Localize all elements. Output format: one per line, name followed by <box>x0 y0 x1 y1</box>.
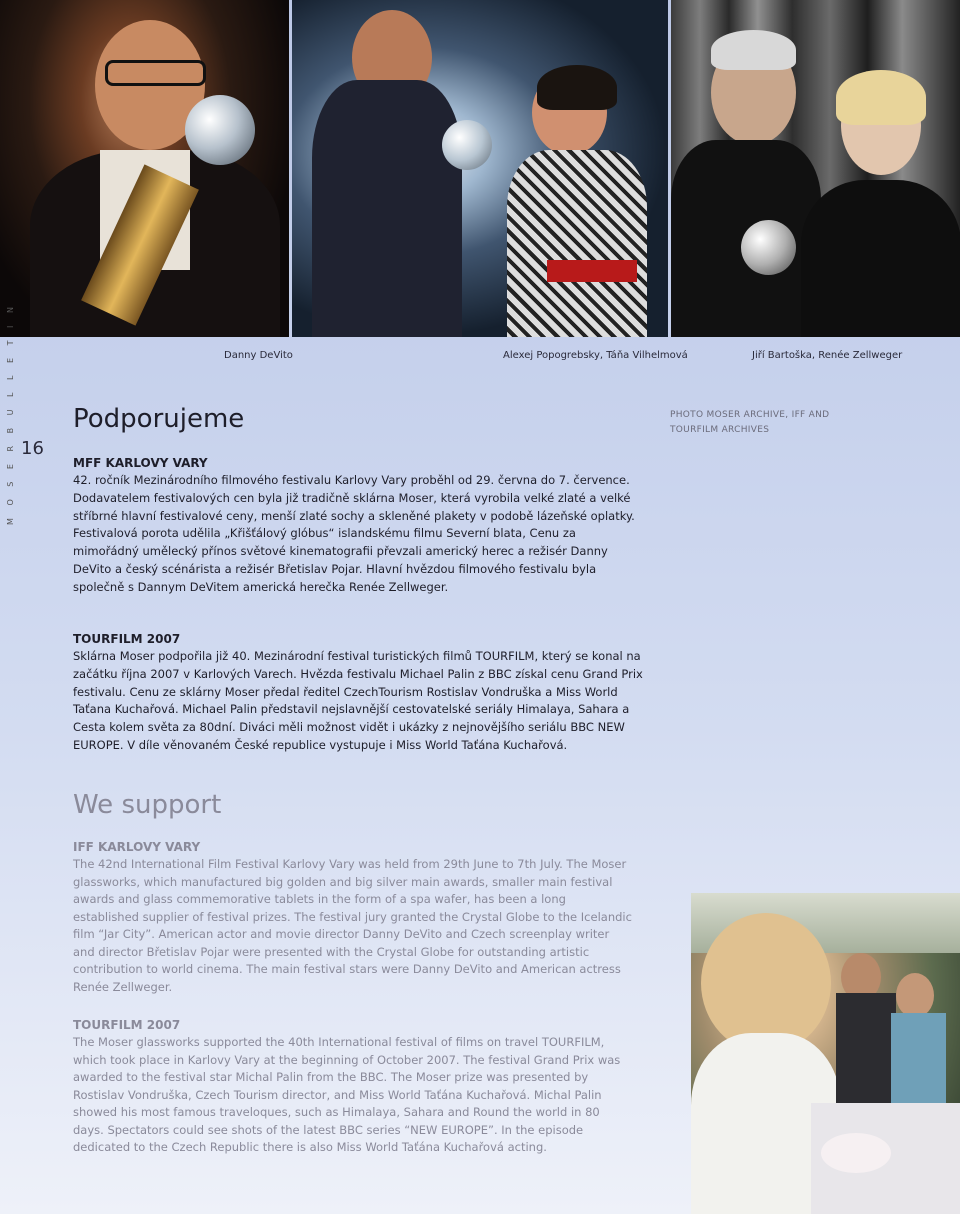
subheading-tourfilm-cs: TOURFILM 2007 <box>73 632 181 646</box>
caption-bartoska-zellweger: Jiří Bartoška, Renée Zellweger <box>752 350 903 361</box>
subheading-tourfilm-en: TOURFILM 2007 <box>73 1018 181 1032</box>
caption-popogrebsky-vilhelmova: Alexej Popogrebsky, Táňa Vilhelmová <box>503 350 688 361</box>
paragraph-tourfilm-cs: Sklárna Moser podpořila již 40. Mezinárodní festival turistických filmů TOURFILM, který se konal na začátku října 2007 v Karlových Varech. Hvězda festivalu Michael Palin z BBC získal cenu Grand Prix festivalu. Cenu ze sklárny Moser předal ředitel CzechTourism Rostislav Vondruška a Miss World Taťana Kuchařová. Michael Palin představil nejslavnější cestovatelské seriály Himalaya, Sahara a Cesta kolem světa za 80dní. Diváci měli možnost vidět i ukázky z nejnovějšího seriálu BBC NEW EUROPE. V díle věnovaném České republice vystupuje i Miss World Taťána Kuchařová. <box>73 649 643 752</box>
paragraph-iff-karlovy-vary: The 42nd International Film Festival Karlovy Vary was held from 29th June to 7th July. The Moser glassworks, which manufactured big golden and big silver main awards, smaller main festival awards and glass commemorative tablets in the form of a spa wafer, has been a long established supplier of festival prizes. The festival jury granted the Crystal Globe to the Icelandic film “Jar City”. American actor and movie director Danny DeVito and Czech screenplay writer and director Břetislav Pojar were presented with the Crystal Globe for outstanding artistic contribution to world cinema. The main festival stars were Danny DeVito and American actress Renée Zellweger. <box>73 857 632 994</box>
photo-danny-devito <box>0 0 289 337</box>
photo-glass-engraving <box>691 893 960 1214</box>
paragraph-mff-karlovy-vary: 42. ročník Mezinárodního filmového festivalu Karlovy Vary proběhl od 29. června do 7. července. Dodavatelem festivalových cen byla již tradičně sklárna Moser, která vyrobila velké zlaté a velké stříbrné hlavní festivalové ceny, menší zlaté sochy a skleněné plakety v podobě lázeňské oplatky. Festivalová porota udělila „Křišťálový glóbus“ islandskému filmu Severní blata, Cenu za mimořádný umělecký přínos světové kinematografii převzali americký herec a režisér Danny DeVito a český scénárista a režisér Břetislav Pojar. Hlavní hvězdou filmového festivalu byla společně s Dannym DeVitem americká herečka Renée Zellweger. <box>73 473 635 594</box>
subheading-iff-karlovy-vary: IFF KARLOVY VARY <box>73 840 201 854</box>
paragraph-tourfilm-en: The Moser glassworks supported the 40th International festival of films on travel TOURFILM, which took place in Karlovy Vary at the beginning of October 2007. The festival Grand Prix was awarded to the festival star Michal Palin from the BBC. The Moser prize was presented by Rostislav Vondruška, Czech Tourism director, and Miss World Taťána Kuchařová. Michal Palin showed his most famous traveloques, such as Himalaya, Sahara and Round the world in 80 days. Spectators could see shots of the latest BBC series “NEW EUROPE”. In the episode dedicated to the Czech Republic there is also Miss World Taťána Kuchařová acting. <box>73 1035 621 1154</box>
subheading-mff-karlovy-vary: MFF KARLOVY VARY <box>73 456 208 470</box>
heading-podporujeme: Podporujeme <box>73 404 245 434</box>
photo-popogrebsky-vilhelmova <box>292 0 668 337</box>
caption-danny-devito: Danny DeVito <box>224 350 293 361</box>
photo-credit: PHOTO MOSER ARCHIVE, IFF AND TOURFILM ARCHIVES <box>670 410 830 435</box>
heading-we-support: We support <box>73 790 222 820</box>
photo-bartoska-zellweger <box>671 0 960 337</box>
moser-bulletin-label: M O S E R B U L L E T I N <box>6 302 15 525</box>
page-number: 16 <box>21 438 44 459</box>
